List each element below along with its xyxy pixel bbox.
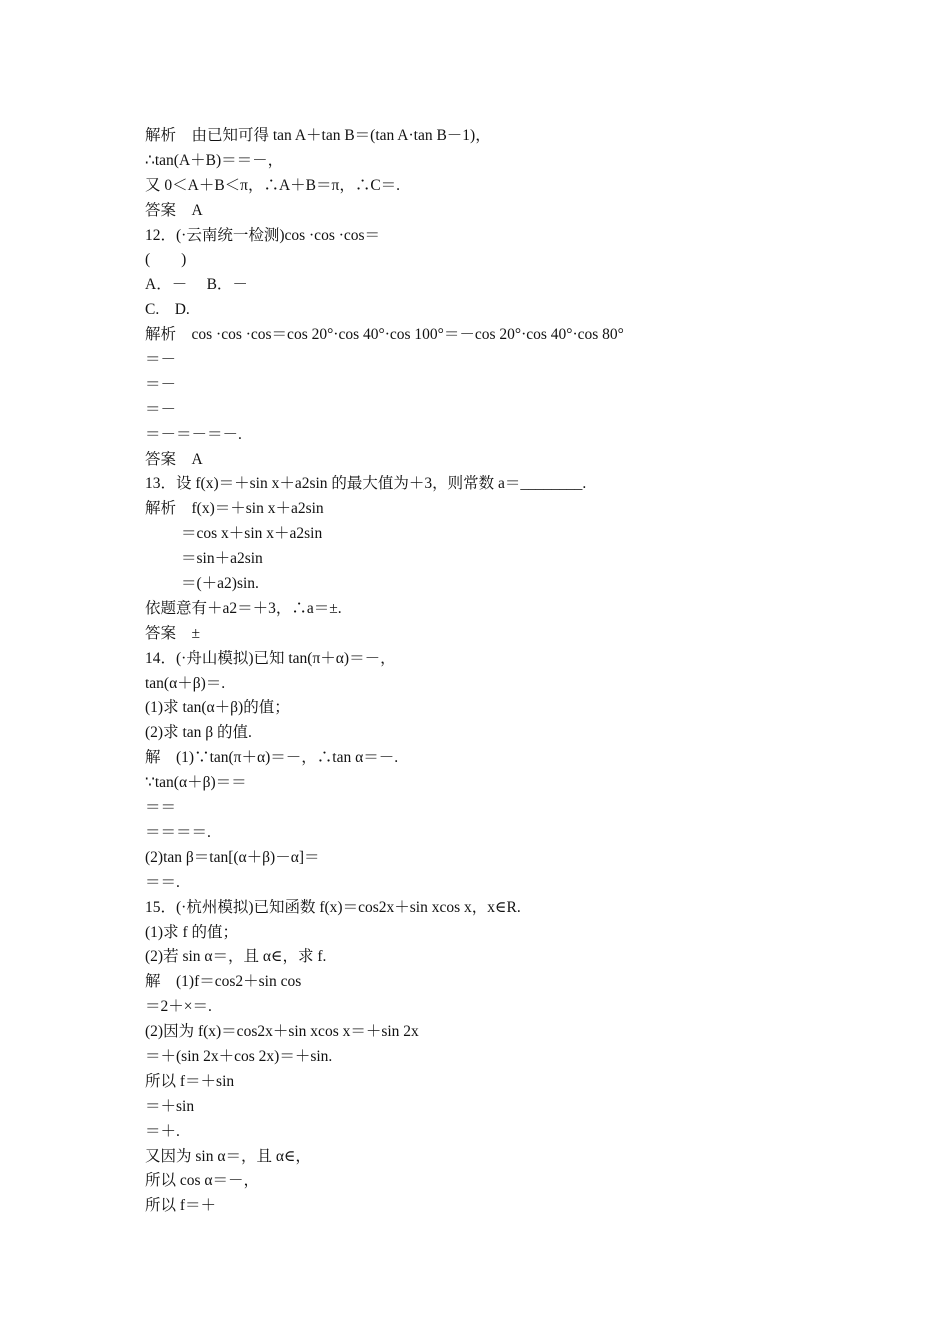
text-line: 15．(·杭州模拟)已知函数 f(x)＝cos2x＋sin xcos x，x∈R. xyxy=(145,898,521,916)
text-line: ( ) xyxy=(145,251,187,269)
text-line: ＝－＝－＝－. xyxy=(145,425,242,443)
text-line: (1)求 f 的值； xyxy=(145,923,238,941)
text-line: ＝＋sin xyxy=(145,1097,195,1115)
document-body xyxy=(145,124,845,1219)
text-line: 解 (1)∵tan(π＋α)＝－，∴tan α＝－. xyxy=(145,749,399,767)
text-line: ＝－ xyxy=(145,400,177,418)
text-line: 解析 cos ·cos ·cos＝cos 20°·cos 40°·cos 100°＝－cos 20°·cos 40°·cos 80° xyxy=(145,326,624,344)
text-line: (2)tan β＝tan[(α＋β)－α]＝ xyxy=(145,848,320,866)
text-line: 14．(·舟山模拟)已知 tan(π＋α)＝－， xyxy=(145,649,396,667)
text-line: 答案 ± xyxy=(145,624,201,642)
text-line: 又 0＜A＋B＜π，∴A＋B＝π，∴C＝. xyxy=(145,176,401,194)
text-line: ＝(＋a2)sin. xyxy=(181,575,259,593)
text-line: 依题意有＋a2＝＋3，∴a＝±. xyxy=(145,599,342,617)
text-line: 13．设 f(x)＝＋sin x＋a2sin 的最大值为＋3，则常数 a＝________. xyxy=(145,475,587,493)
text-line: (2)求 tan β 的值. xyxy=(145,724,252,742)
text-line: 答案 A xyxy=(145,450,203,468)
text-line: tan(α＋β)＝. xyxy=(145,674,226,692)
text-line: ∴tan(A＋B)＝＝－， xyxy=(145,151,284,169)
text-line: 答案 A xyxy=(145,201,203,219)
text-line: ＝＝＝＝. xyxy=(145,823,211,841)
text-line: 解 (1)f＝cos2＋sin cos xyxy=(145,973,302,991)
text-line: ＝＋(sin 2x＋cos 2x)＝＋sin. xyxy=(145,1047,333,1065)
text-line: 解析 由已知可得 tan A＋tan B＝(tan A·tan B－1)， xyxy=(145,127,491,144)
text-line: ∵tan(α＋β)＝＝ xyxy=(145,774,247,792)
text-line: (2)因为 f(x)＝cos2x＋sin xcos x＝＋sin 2x xyxy=(145,1023,419,1041)
text-line: ＝－ xyxy=(145,351,177,369)
text-line: 所以 cos α＝－， xyxy=(145,1172,260,1190)
text-line: (1)求 tan(α＋β)的值； xyxy=(145,699,290,717)
text-line: 所以 f＝＋sin xyxy=(145,1072,235,1090)
text-line: 所以 f＝＋ xyxy=(145,1197,217,1215)
text-line: ＝cos x＋sin x＋a2sin xyxy=(181,525,323,543)
text-line: ＝－ xyxy=(145,375,177,393)
text-line: ＝sin＋a2sin xyxy=(181,550,263,568)
text-line: ＝2＋×＝. xyxy=(145,998,212,1016)
text-line: (2)若 sin α＝，且 α∈，求 f. xyxy=(145,948,327,966)
text-line: ＝＝ xyxy=(145,799,177,817)
text-line: 又因为 sin α＝，且 α∈， xyxy=(145,1147,311,1165)
text-line: A．－ B．－ xyxy=(145,276,248,294)
text-line: 解析 f(x)＝＋sin x＋a2sin xyxy=(145,500,324,518)
text-line: ＝＝. xyxy=(145,873,180,891)
text-line: 12．(·云南统一检测)cos ·cos ·cos＝ xyxy=(145,226,381,244)
text-line: ＝＋. xyxy=(145,1122,180,1140)
text-line: C. D. xyxy=(145,301,190,319)
